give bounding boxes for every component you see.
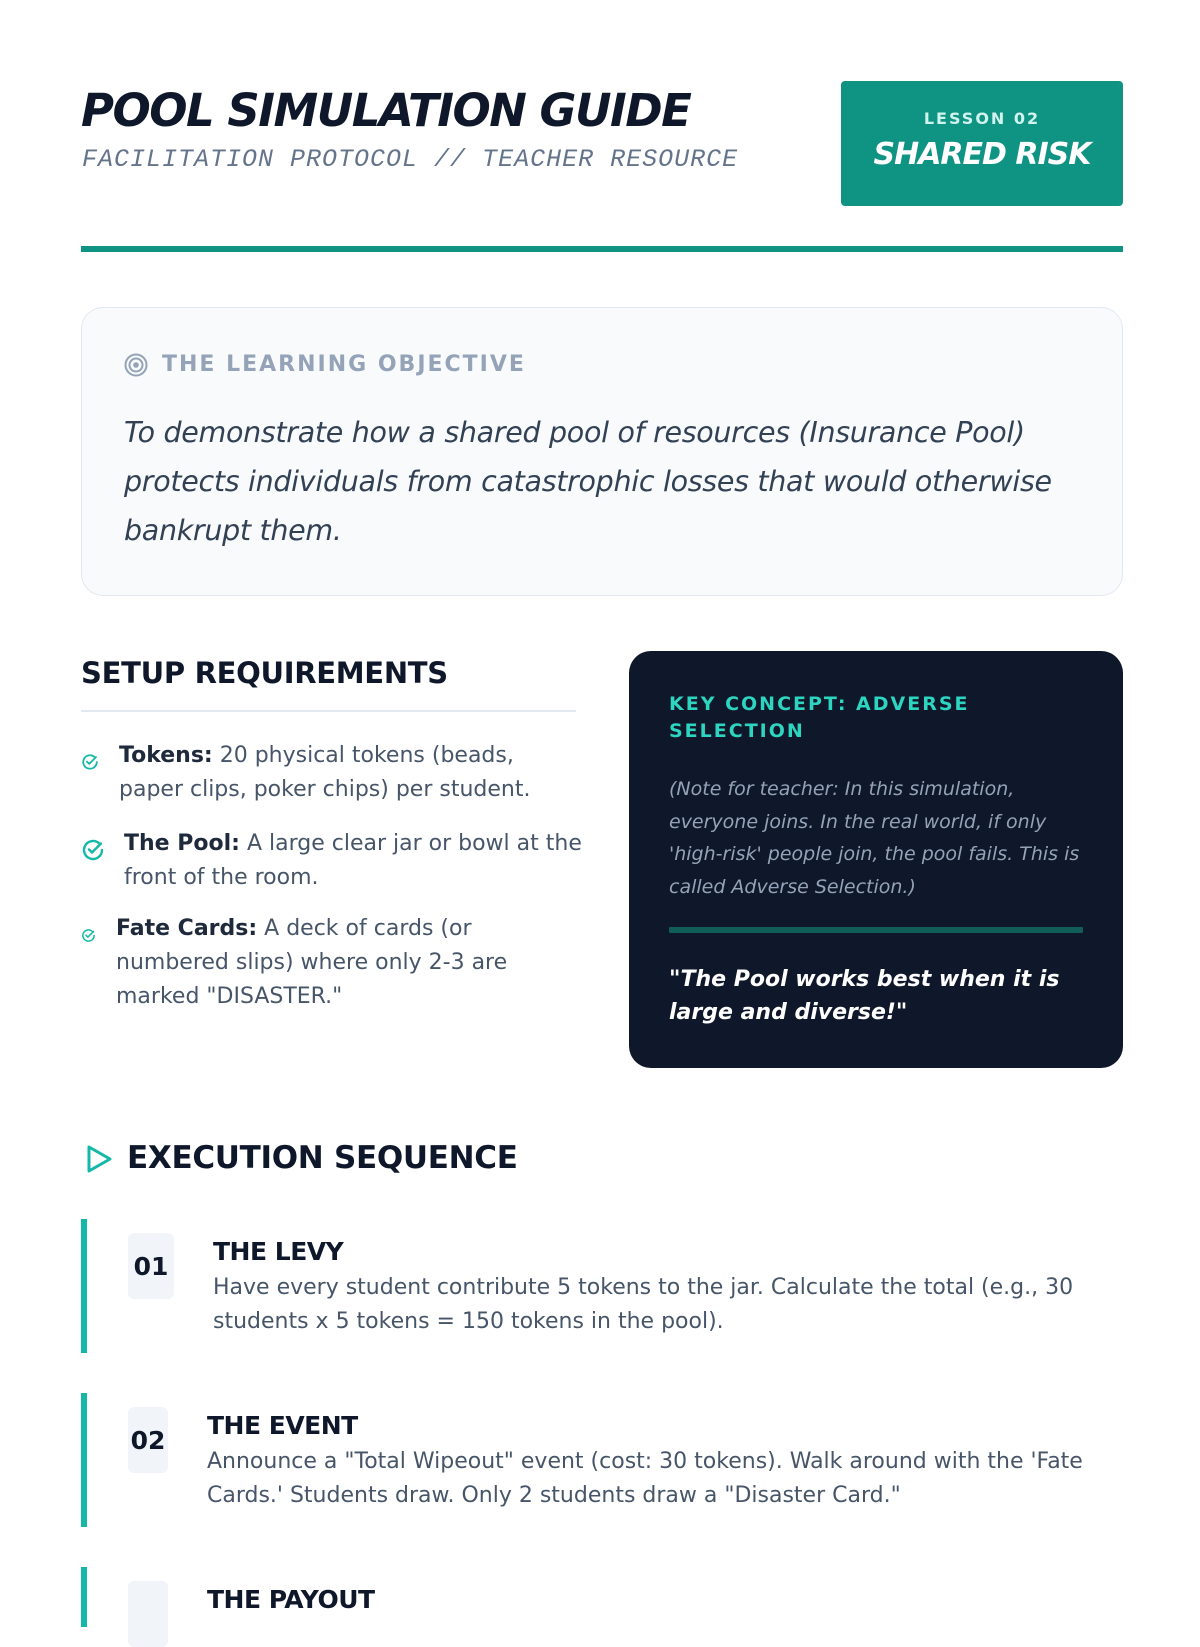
setup-item-text: A large clear jar or bowl at the front of the room.	[124, 831, 582, 890]
play-icon	[84, 1143, 114, 1175]
step-description: Announce a "Total Wipeout" event (cost: 30 tokens). Walk around with the 'Fate Cards.' Students draw. Only 2 students draw a "Disaster Card."	[207, 1449, 1083, 1508]
target-icon	[124, 353, 148, 377]
concept-quote: "The Pool works best when it is large and diverse!"	[669, 967, 1060, 1025]
step-description: Have every student contribute 5 tokens to the jar. Calculate the total (e.g., 30 students x 5 tokens = 150 tokens in the pool).	[213, 1275, 1074, 1334]
key-concept-card	[629, 651, 1123, 1068]
setup-item-tokens	[119, 739, 559, 807]
page-subtitle: FACILITATION PROTOCOL // TEACHER RESOURCE	[82, 145, 739, 174]
setup-item-pool	[124, 827, 584, 895]
step-number: 03	[128, 1581, 168, 1647]
objective-heading: THE LEARNING OBJECTIVE	[162, 352, 526, 377]
step-accent-bar	[81, 1567, 87, 1627]
step-accent-bar	[81, 1219, 87, 1353]
objective-panel	[81, 307, 1123, 596]
setup-item-fate-cards	[116, 912, 536, 1014]
lesson-badge	[841, 81, 1123, 206]
check-circle-icon	[81, 753, 99, 771]
execution-heading: EXECUTION SEQUENCE	[127, 1140, 518, 1176]
check-circle-icon	[81, 838, 105, 862]
header-divider	[81, 246, 1123, 252]
concept-heading: KEY CONCEPT: ADVERSE SELECTION	[669, 693, 970, 742]
setup-item-label: Tokens:	[119, 743, 213, 768]
setup-item-text: 20 physical tokens (beads, paper clips, poker chips) per student.	[119, 743, 531, 802]
step-number: 02	[128, 1407, 168, 1473]
step-title: THE EVENT	[207, 1411, 358, 1440]
setup-item-label: The Pool:	[124, 831, 240, 856]
step-accent-bar	[81, 1393, 87, 1527]
page-title: POOL SIMULATION GUIDE	[81, 84, 691, 137]
concept-note: (Note for teacher: In this simulation, everyone joins. In the real world, if only 'high-risk' people join, the pool fails. This is called Adverse Selection.)	[669, 778, 1080, 898]
step-item	[81, 1219, 1123, 1353]
lesson-number: LESSON 02	[923, 109, 1041, 128]
setup-item-label: Fate Cards:	[116, 916, 258, 941]
step-title: THE PAYOUT	[207, 1585, 375, 1614]
setup-divider	[81, 710, 576, 712]
step-item	[81, 1567, 1123, 1627]
step-title: THE LEVY	[213, 1237, 344, 1266]
step-number: 01	[128, 1233, 174, 1299]
concept-divider	[669, 927, 1083, 933]
step-item	[81, 1393, 1123, 1527]
setup-item-text: A deck of cards (or numbered slips) where only 2-3 are marked "DISASTER."	[116, 916, 508, 1009]
check-circle-icon	[81, 928, 96, 943]
setup-heading: SETUP REQUIREMENTS	[81, 656, 448, 690]
lesson-name: SHARED RISK	[873, 137, 1091, 172]
objective-text: To demonstrate how a shared pool of resources (Insurance Pool) protects individuals from catastrophic losses that would otherwise bankrupt them.	[124, 416, 1052, 547]
